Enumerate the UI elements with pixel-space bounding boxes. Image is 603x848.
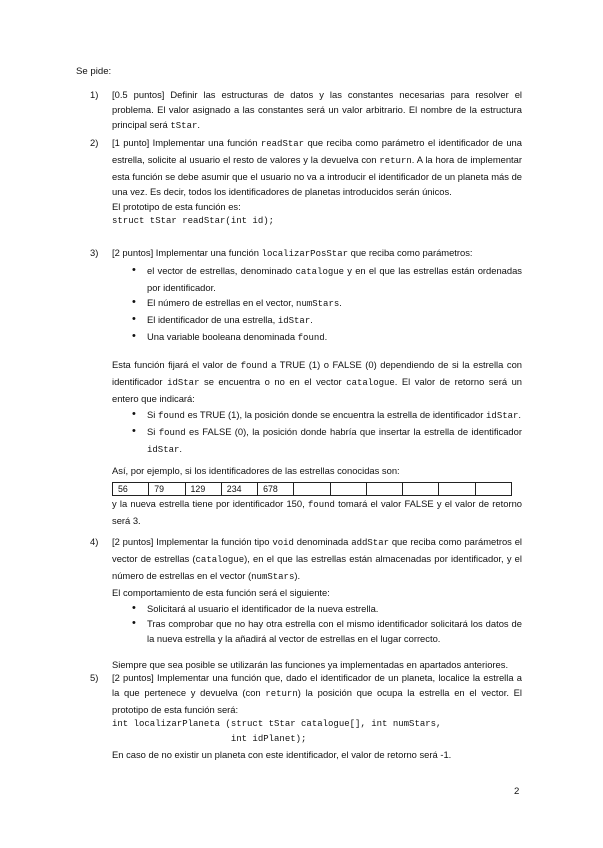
table-cell: 234 bbox=[221, 483, 257, 496]
text-fragment: El identificador de una estrella, bbox=[147, 314, 278, 325]
text-fragment: denominada bbox=[293, 536, 352, 547]
text-fragment: y en el que las estrellas están ordenadas por identificador. bbox=[147, 265, 522, 293]
prototype-code: int localizarPlaneta (struct tStar catalogue[], int numStars, bbox=[112, 719, 442, 729]
code-inline: tStar bbox=[170, 121, 198, 131]
text-fragment: que reciba como parámetro el identificador de una estrella, solicite al usuario el resto de valores y la devuelva con bbox=[112, 137, 522, 165]
question-number: 3) bbox=[90, 247, 99, 258]
list-item: • Solicitará al usuario el identificador de la nueva estrella. bbox=[112, 601, 522, 616]
code-inline: idStar bbox=[147, 445, 180, 455]
code-inline: void bbox=[272, 538, 294, 548]
table-cell bbox=[403, 483, 439, 496]
text-fragment: Si bbox=[147, 426, 159, 437]
text-fragment: Si bbox=[147, 409, 158, 420]
question-3 bbox=[90, 245, 522, 528]
prototype-label: El prototipo de esta función es: bbox=[112, 201, 241, 212]
question-number: 1) bbox=[90, 89, 99, 100]
text-fragment: tomará el valor FALSE y el valor de retorno será 3. bbox=[112, 498, 522, 526]
text-fragment: es FALSE (0), la posición donde habría que insertar la estrella de identificador bbox=[185, 426, 522, 437]
text-fragment: [2 puntos] Implementar la función tipo bbox=[112, 536, 273, 547]
text-fragment: el vector de estrellas, denominado bbox=[147, 265, 296, 276]
text-fragment: . bbox=[339, 297, 342, 308]
question-4 bbox=[90, 534, 522, 672]
list-item bbox=[112, 312, 522, 329]
table-cell bbox=[330, 483, 366, 496]
code-inline: catalogue bbox=[346, 378, 395, 388]
text-fragment: . bbox=[197, 119, 200, 130]
table-cell: 79 bbox=[149, 483, 185, 496]
table-cell bbox=[475, 483, 511, 496]
prototype-code-continuation: int idPlanet); bbox=[112, 734, 307, 744]
code-inline: catalogue bbox=[295, 267, 345, 277]
code-inline: idStar bbox=[486, 411, 519, 421]
code-inline: return bbox=[379, 156, 412, 166]
intro-heading: Se pide: bbox=[76, 66, 112, 77]
text-fragment: a TRUE (1) o FALSE (0) dependiendo de si la estrella con identificador bbox=[112, 359, 523, 387]
code-inline: found bbox=[240, 361, 268, 371]
table-cell bbox=[294, 483, 330, 496]
return-list bbox=[112, 407, 522, 458]
list-item bbox=[112, 329, 522, 346]
code-inline: idStar bbox=[167, 378, 200, 388]
paragraph bbox=[112, 357, 522, 406]
list-item bbox=[112, 407, 522, 424]
text-fragment: . bbox=[324, 331, 328, 342]
behaviour-label: El comportamiento de esta función será el siguiente: bbox=[112, 587, 330, 598]
question-number: 2) bbox=[90, 137, 99, 148]
code-inline: localizarPosStar bbox=[261, 249, 348, 259]
table-cell bbox=[366, 483, 402, 496]
text-fragment: y la nueva estrella tiene por identificador 150, bbox=[112, 498, 308, 509]
code-inline: readStar bbox=[260, 139, 305, 149]
paragraph bbox=[112, 496, 522, 528]
question-number: 4) bbox=[90, 536, 99, 547]
table-cell bbox=[439, 483, 475, 496]
text-fragment: . bbox=[518, 409, 522, 420]
list-item bbox=[112, 424, 522, 458]
text-fragment: ). bbox=[294, 570, 301, 581]
question-5 bbox=[90, 670, 522, 762]
code-inline: found bbox=[157, 411, 185, 421]
question-number: 5) bbox=[90, 672, 99, 683]
page-number: 2 bbox=[514, 786, 520, 797]
table-row bbox=[113, 483, 512, 496]
code-inline: addStar bbox=[351, 538, 390, 548]
code-inline: numStars bbox=[296, 299, 340, 309]
question-2 bbox=[90, 135, 522, 229]
code-inline: found bbox=[158, 428, 186, 438]
text-fragment: . bbox=[179, 443, 183, 454]
text-fragment: Una variable booleana denominada bbox=[147, 331, 298, 342]
text-fragment: que reciba como parámetros el vector de estrellas ( bbox=[112, 536, 522, 564]
table-cell: 129 bbox=[185, 483, 221, 496]
text-fragment: El número de estrellas en el vector, bbox=[147, 297, 297, 308]
text-fragment: es TRUE (1), la posición donde se encuentra la estrella de identificador bbox=[184, 409, 487, 420]
text-fragment: . El valor de retorno será un entero que indicará: bbox=[112, 376, 523, 404]
list-item: • Tras comprobar que no hay otra estrella con el mismo identificador solicitará los datos de la nueva estrella y la añadirá al vector de estrellas en el lugar correcto. bbox=[112, 616, 522, 646]
list-item bbox=[112, 263, 522, 295]
note-text: Siempre que sea posible se utilizarán las funciones ya implementadas en apartados anteriores. bbox=[112, 659, 509, 670]
example-label: Así, por ejemplo, si los identificadores de las estrellas conocidas son: bbox=[112, 465, 400, 476]
text-fragment: se encuentra o no en el vector bbox=[199, 376, 347, 387]
question-1 bbox=[90, 87, 522, 134]
behaviour-list bbox=[112, 601, 522, 646]
table-cell: 678 bbox=[258, 483, 294, 496]
text-fragment: ), en el que las estrellas están almacenadas por identificador, y el número de estrellas en el vector ( bbox=[112, 553, 522, 581]
text-fragment: [2 puntos] Implementar una función que, dado el identificador de un planeta, localice la estrella a la que pertenece y devuelva (con bbox=[112, 672, 522, 698]
identifiers-table bbox=[112, 482, 512, 496]
question-text: [2 puntos] Implementar una función bbox=[112, 247, 262, 258]
code-inline: catalogue bbox=[195, 555, 245, 565]
question-text: [0.5 puntos] Definir las estructuras de datos y las constantes necesarias para resolver el problema. El valor asignado a las constantes será un valor arbitrario. El nombre de la estructura principal será bbox=[112, 89, 522, 130]
question-text: [1 punto] Implementar una función bbox=[112, 137, 261, 148]
text-fragment: . bbox=[310, 314, 313, 325]
prototype-code: struct tStar readStar(int id); bbox=[112, 216, 275, 226]
code-inline: idStar bbox=[277, 316, 311, 326]
code-inline: numStars bbox=[251, 572, 295, 582]
text-fragment: que reciba como parámetros: bbox=[348, 247, 473, 258]
text-fragment: Esta función fijará el valor de bbox=[112, 359, 241, 370]
list-item bbox=[112, 295, 522, 312]
code-inline: return bbox=[265, 689, 298, 699]
code-inline: found bbox=[307, 500, 335, 510]
table-cell: 56 bbox=[113, 483, 149, 496]
text-fragment: . A la hora de implementar esta función se debe asumir que el usuario no va a introducir el identificador de un planeta más de una vez. Es decir, todos los identificadores de planetas introducidos serán únicos. bbox=[112, 154, 522, 197]
return-note: En caso de no existir un planeta con este identificador, el valor de retorno será -1. bbox=[112, 749, 452, 760]
parameter-list bbox=[112, 263, 522, 346]
text-fragment: ) la posición que ocupa la estrella en el vector. El prototipo de esta función será: bbox=[112, 687, 522, 715]
code-inline: found bbox=[297, 333, 325, 343]
